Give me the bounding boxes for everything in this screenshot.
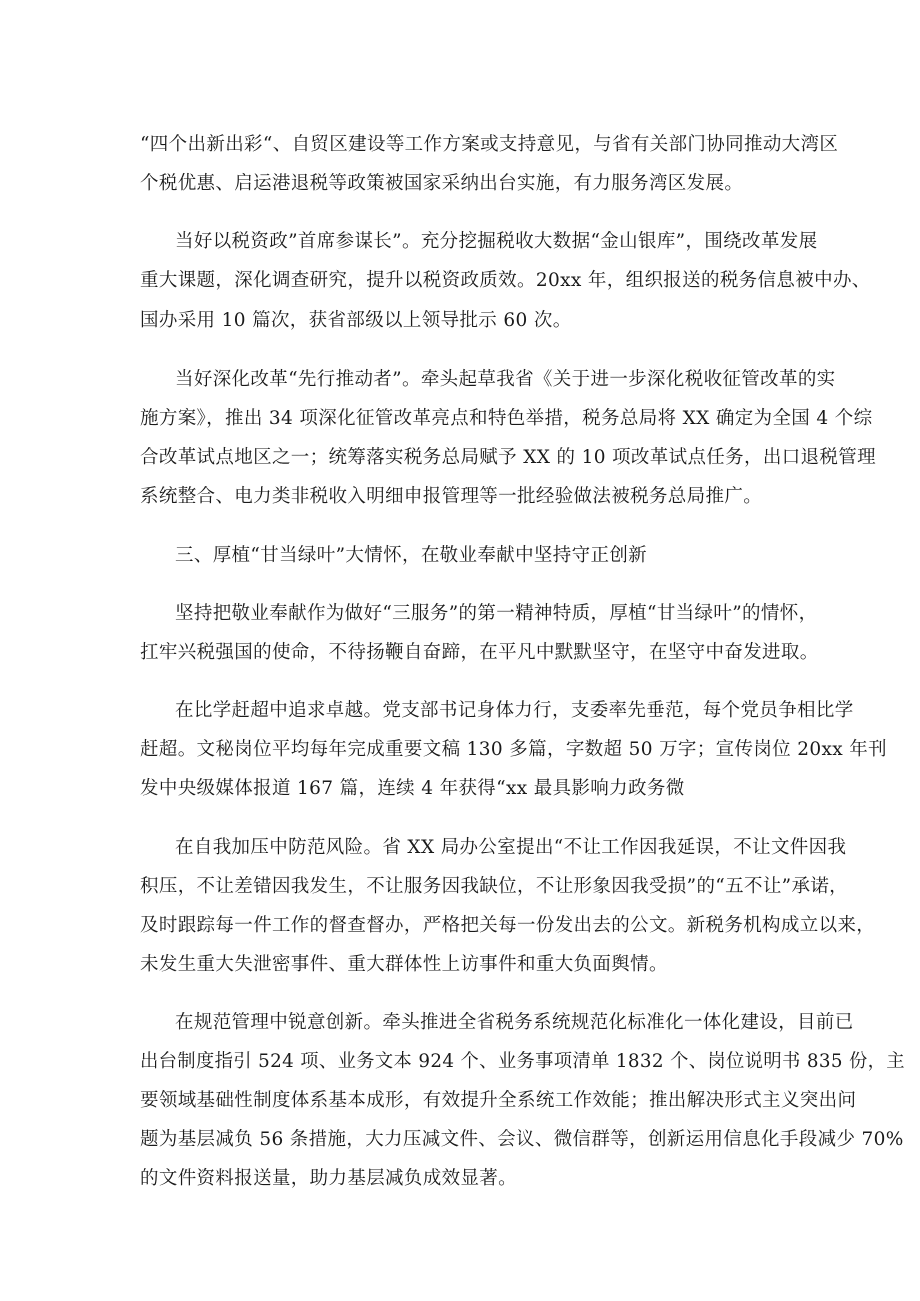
paragraph-6-line-3: 及时跟踪每一件工作的督查督办，严格把关每一份发出去的公文。新税务机构成立以来， — [140, 915, 876, 936]
paragraph-7-line-5: 的文件资料报送量，助力基层减负成效显著。 — [140, 1168, 518, 1189]
paragraph-4-line-1: 坚持把敬业奉献作为做好“三服务”的第一精神特质，厚植“甘当绿叶”的情怀， — [175, 603, 818, 624]
paragraph-6-line-2: 积压，不让差错因我发生，不让服务因我缺位，不让形象因我受损”的“五不让”承诺， — [140, 876, 849, 897]
paragraph-5-line-2: 赶超。文秘岗位平均每年完成重要文稿 130 多篇，字数超 50 万字；宣传岗位 20xx 年刊 — [140, 739, 887, 760]
paragraph-7-line-1: 在规范管理中锐意创新。牵头推进全省税务系统规范化标准化一体化建设，目前已 — [175, 1012, 854, 1033]
section-heading-3: 三、厚植“甘当绿叶”大情怀，在敬业奉献中坚持守正创新 — [175, 545, 648, 566]
paragraph-2-line-3: 国办采用 10 篇次，获省部级以上领导批示 60 次。 — [140, 310, 572, 331]
paragraph-3-line-2: 施方案》，推出 34 项深化征管改革亮点和特色举措，税务总局将 XX 确定为全国 4 个综 — [140, 408, 873, 429]
paragraph-3-line-3: 合改革试点地区之一；统筹落实税务总局赋予 XX 的 10 项改革试点任务，出口退税管理 — [140, 447, 876, 468]
paragraph-1-line-2: 个税优惠、启运港退税等政策被国家采纳出台实施，有力服务湾区发展。 — [140, 173, 744, 194]
paragraph-1-line-1: “四个出新出彩“、自贸区建设等工作方案或支持意见，与省有关部门协同推动大湾区 — [140, 134, 839, 155]
paragraph-2-line-1: 当好以税资政”首席参谋长”。充分挖掘税收大数据“金山银库”，围绕改革发展 — [175, 231, 818, 252]
paragraph-5-line-3: 发中央级媒体报道 167 篇，连续 4 年获得“xx 最具影响力政务微 — [140, 778, 685, 799]
paragraph-3-line-1: 当好深化改革“先行推动者”。牵头起草我省《关于进一步深化税收征管改革的实 — [175, 369, 836, 390]
paragraph-3-line-4: 系统整合、电力类非税收入明细申报管理等一批经验做法被税务总局推广。 — [140, 486, 763, 507]
paragraph-7-line-4: 题为基层减负 56 条措施，大力压减文件、会议、微信群等，创新运用信息化手段减少 70% — [140, 1129, 904, 1150]
paragraph-7-line-2: 出台制度指引 524 项、业务文本 924 个、业务事项清单 1832 个、岗位说明书 835 份，主 — [140, 1051, 905, 1072]
paragraph-6-line-4: 未发生重大失泄密事件、重大群体性上访事件和重大负面舆情。 — [140, 954, 668, 975]
paragraph-7-line-3: 要领域基础性制度体系基本成形，有效提升全系统工作效能；推出解决形式主义突出问 — [140, 1090, 857, 1111]
paragraph-4-line-2: 扛牢兴税强国的使命，不待扬鞭自奋蹄，在平凡中默默坚守，在坚守中奋发进取。 — [140, 642, 819, 663]
paragraph-2-line-2: 重大课题，深化调查研究，提升以税资政质效。20xx 年，组织报送的税务信息被中办、 — [140, 270, 871, 291]
paragraph-5-line-1: 在比学赶超中追求卓越。党支部书记身体力行，支委率先垂范，每个党员争相比学 — [175, 700, 854, 721]
paragraph-6-line-1: 在自我加压中防范风险。省 XX 局办公室提出“不让工作因我延误，不让文件因我 — [175, 837, 847, 858]
